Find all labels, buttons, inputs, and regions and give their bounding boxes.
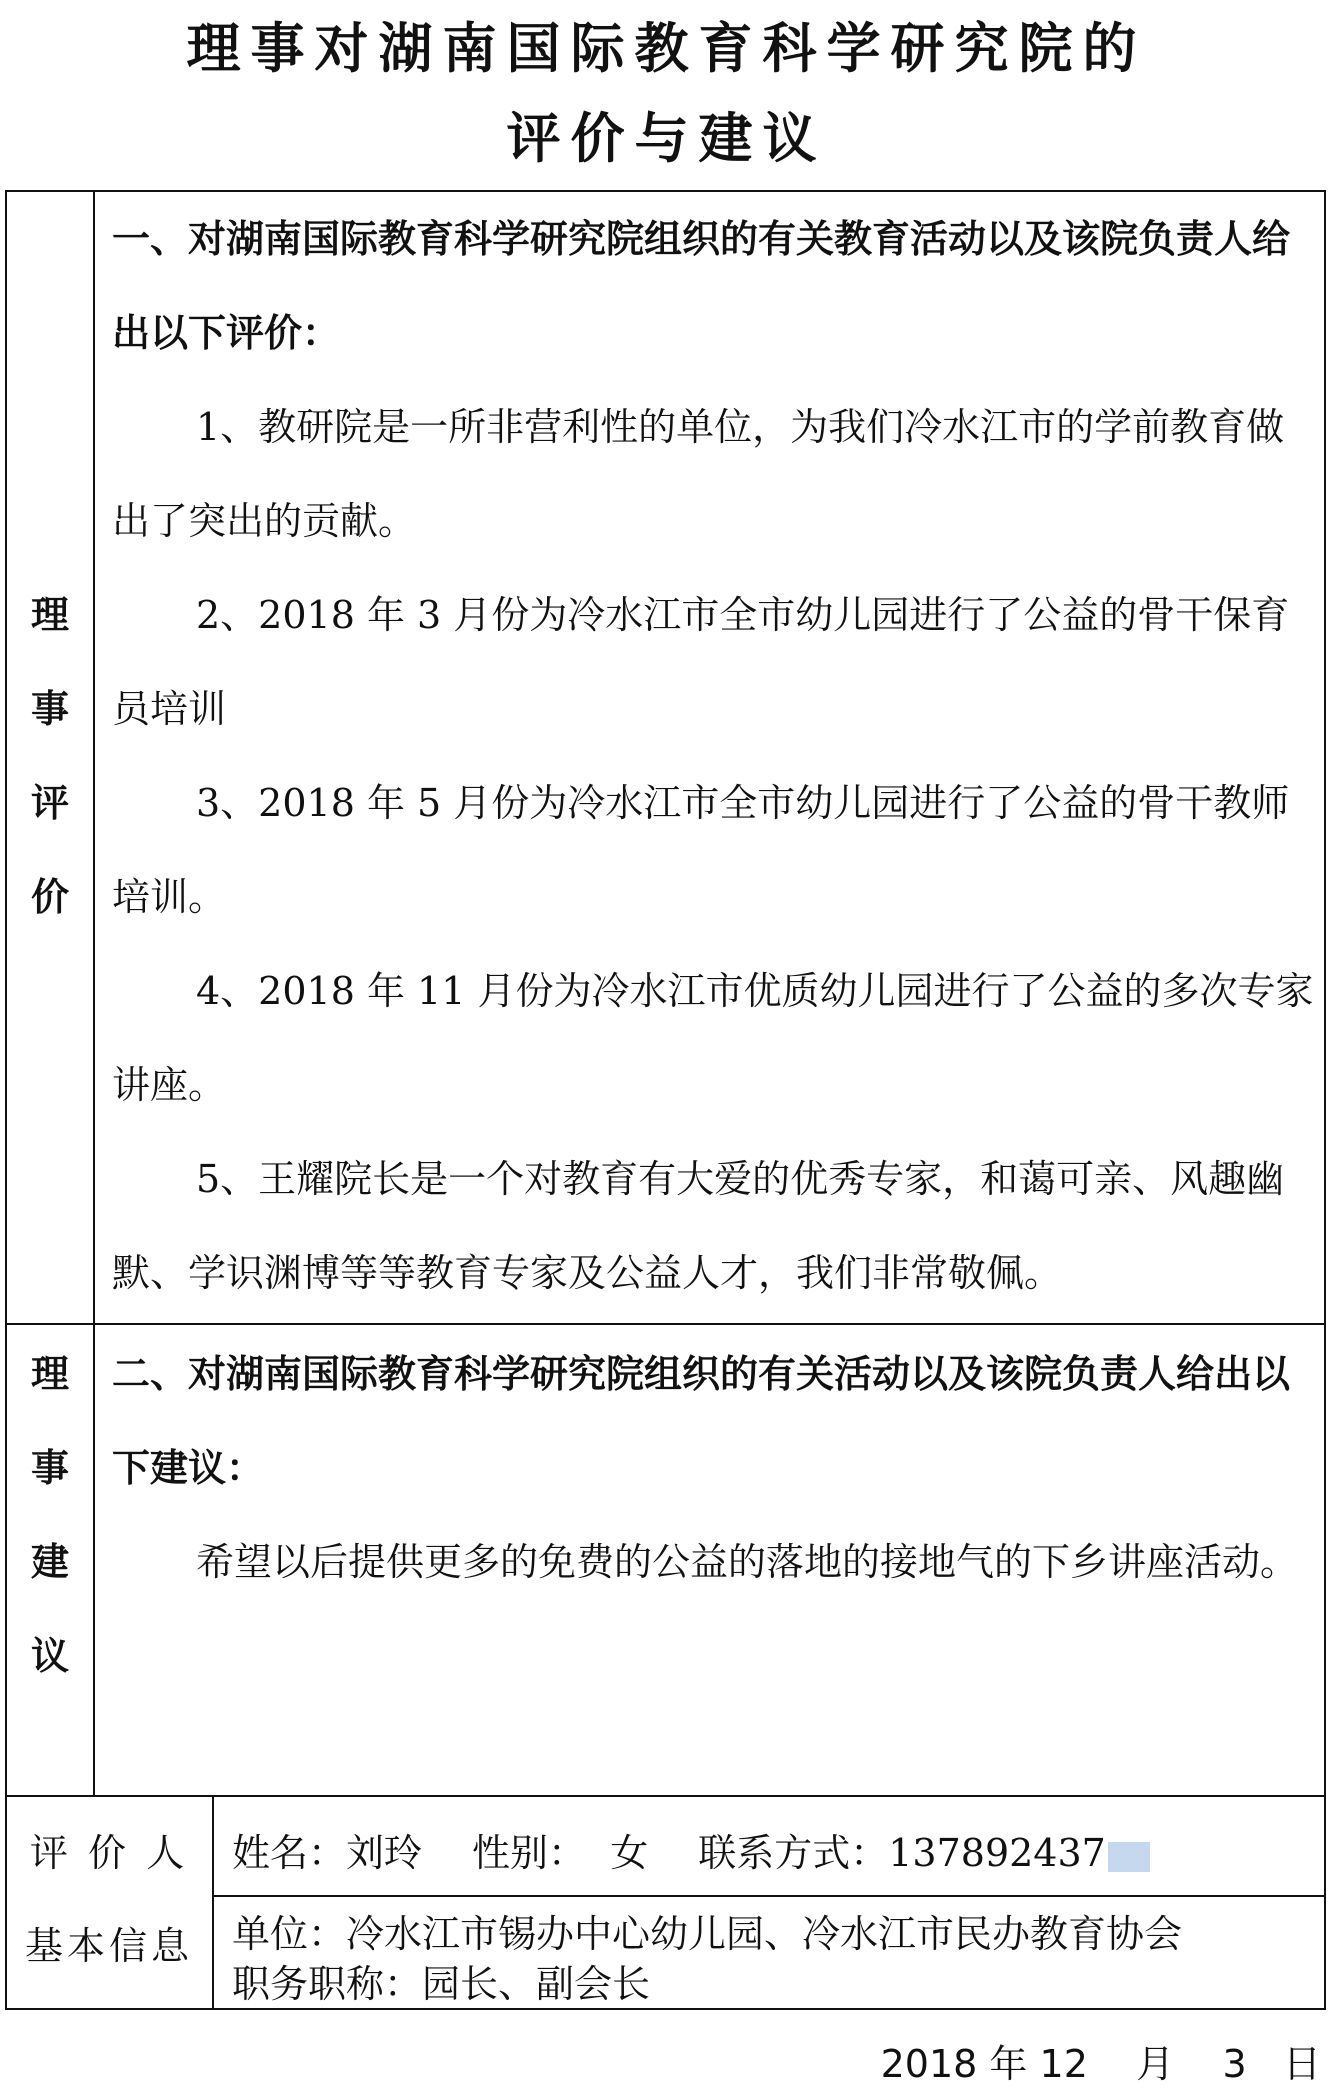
date-year: 2018 bbox=[880, 2042, 978, 2086]
evaluation-side-label bbox=[5, 568, 95, 944]
evaluator-contact: 137892437 bbox=[888, 1831, 1106, 1875]
date-month-unit: 月 bbox=[1136, 2042, 1175, 2086]
evaluation-item-4: 4、2018 年 11 月份为冷水江市优质幼儿园进行了公益的多次专家讲座。 bbox=[112, 969, 1314, 1107]
date-day-unit: 日 bbox=[1282, 2042, 1321, 2086]
date-day: 3 bbox=[1222, 2042, 1247, 2086]
side-char: 议 bbox=[30, 1634, 69, 1678]
date-year-unit: 年 bbox=[989, 2042, 1028, 2086]
evaluation-item-1: 1、教研院是一所非营利性的单位，为我们冷水江市的学前教育做出了突出的贡献。 bbox=[112, 405, 1285, 543]
suggestion-body: 希望以后提供更多的免费的公益的落地的接地气的下乡讲座活动。 bbox=[196, 1540, 1299, 1584]
evaluator-gender: 女 bbox=[610, 1831, 649, 1875]
side-char: 事 bbox=[30, 687, 69, 731]
unit-label: 单位： bbox=[232, 1912, 347, 1956]
suggestion-heading: 二、对湖南国际教育科学研究院组织的有关活动以及该院负责人给出以下建议： bbox=[112, 1352, 1291, 1490]
redaction-box bbox=[1108, 1842, 1150, 1872]
document-title-line2: 评价与建议 bbox=[506, 107, 827, 170]
contact-label: 联系方式： bbox=[698, 1831, 889, 1875]
evaluator-label-line2: 基本信息 bbox=[24, 1924, 193, 1968]
evaluator-contact-row bbox=[232, 1822, 1322, 1877]
evaluation-heading: 一、对湖南国际教育科学研究院组织的有关教育活动以及该院负责人给出以下评价： bbox=[112, 217, 1291, 355]
suggestion-side-label bbox=[5, 1327, 95, 1703]
row-divider-suggestion bbox=[5, 1795, 1326, 1797]
title-label: 职务职称： bbox=[232, 1962, 423, 2006]
evaluator-title: 园长、副会长 bbox=[422, 1962, 651, 2006]
info-row-divider bbox=[212, 1895, 1326, 1897]
document-title-line1: 理事对湖南国际教育科学研究院的 bbox=[186, 17, 1147, 80]
date-month: 12 bbox=[1039, 2042, 1088, 2086]
name-label: 姓名： bbox=[232, 1831, 347, 1875]
row-divider-evaluation bbox=[5, 1323, 1326, 1325]
side-char: 理 bbox=[30, 593, 69, 637]
evaluator-label-line1: 评 价 人 bbox=[29, 1831, 189, 1875]
side-char: 评 bbox=[30, 781, 69, 825]
evaluation-item-2: 2、2018 年 3 月份为冷水江市全市幼儿园进行了公益的骨干保育员培训 bbox=[112, 593, 1290, 731]
side-char: 建 bbox=[30, 1540, 69, 1584]
evaluator-unit-row bbox=[232, 1903, 1322, 1958]
evaluator-name: 刘玲 bbox=[346, 1831, 423, 1875]
side-char: 价 bbox=[30, 875, 69, 919]
evaluation-item-3: 3、2018 年 5 月份为冷水江市全市幼儿园进行了公益的骨干教师培训。 bbox=[112, 781, 1290, 919]
side-char: 理 bbox=[30, 1352, 69, 1396]
evaluator-title-row bbox=[232, 1953, 1322, 2008]
evaluator-unit: 冷水江市锡办中心幼儿园、冷水江市民办教育协会 bbox=[346, 1912, 1183, 1956]
side-char: 事 bbox=[30, 1446, 69, 1490]
document-date bbox=[881, 2033, 1321, 2088]
evaluation-item-5: 5、王耀院长是一个对教育有大爱的优秀专家，和蔼可亲、风趣幽默、学识渊博等等教育专家及公益人才，我们非常敬佩。 bbox=[112, 1157, 1285, 1295]
gender-label: 性别： bbox=[472, 1831, 587, 1875]
